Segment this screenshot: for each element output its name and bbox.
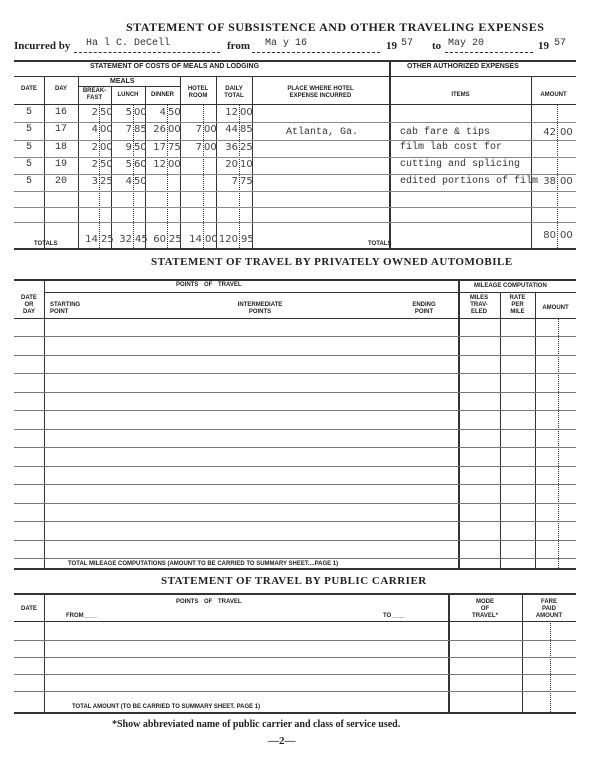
mode-of-travel-header: MODE OF TRAVEL* xyxy=(472,599,498,619)
total-daily-cents: 95 xyxy=(241,234,254,245)
carrier-from-header: FROM____ xyxy=(66,613,98,619)
meal-row-di: 4 xyxy=(159,107,166,118)
amount-header: AMOUNT xyxy=(540,92,567,98)
carrier-row-line xyxy=(14,691,576,692)
total-hotel: 14 xyxy=(189,234,202,245)
to-label: to xyxy=(432,40,442,52)
from-date-value: Ma y 16 xyxy=(265,38,308,49)
meal-row-di-c: 50 xyxy=(168,107,181,118)
auto-section-title: STATEMENT OF TRAVEL BY PRIVATELY OWNED AUTOMOBILE xyxy=(151,256,513,268)
meal-row-lu: 5 xyxy=(125,107,132,118)
auto-row-line xyxy=(14,447,576,448)
meal-row-item: cutting and splicing xyxy=(400,159,521,170)
meal-row-day: 20 xyxy=(54,176,67,187)
meal-row-lu-c: 85 xyxy=(134,124,147,135)
auto-row-line xyxy=(14,429,576,430)
meal-row-bf-c: 00 xyxy=(100,124,113,135)
year-value-1: 57 xyxy=(401,38,414,49)
total-breakfast-cents: 25 xyxy=(101,234,114,245)
carrier-section-title: STATEMENT OF TRAVEL BY PUBLIC CARRIER xyxy=(161,575,427,587)
starting-point-header: STARTING POINT xyxy=(50,302,81,315)
auto-row-line xyxy=(14,336,576,337)
carrier-date-header: DATE xyxy=(21,606,37,612)
auto-row-line xyxy=(14,558,576,559)
right-totals-label: TOTALS xyxy=(368,241,392,247)
meal-row-bf-c: 50 xyxy=(100,107,113,118)
total-dinner: 60 xyxy=(153,234,166,245)
ending-point-header: ENDING POINT xyxy=(412,302,436,315)
auto-row-line xyxy=(14,373,576,374)
incurred-by-value: Ha l C. DeCell xyxy=(86,38,171,49)
miles-traveled-header: MILES TRAV- ELED xyxy=(469,295,489,315)
auto-row-line xyxy=(14,540,576,541)
meal-row-to-c: 10 xyxy=(240,159,253,170)
meal-row-lu-c: 50 xyxy=(134,142,147,153)
meal-row-to-c: 85 xyxy=(240,124,253,135)
carrier-points-of-travel: POINTS OF TRAVEL xyxy=(176,599,242,605)
meal-row-lu-c: 60 xyxy=(134,159,147,170)
meal-row-bf: 2 xyxy=(91,142,98,153)
auto-row-line xyxy=(14,466,576,467)
date-header: DATE xyxy=(21,86,37,92)
meal-row-di: 26 xyxy=(153,124,166,135)
auto-date-header: DATE OR DAY xyxy=(21,295,37,315)
meal-row-item: edited portions of film xyxy=(400,176,539,187)
meal-row-lu-c: 00 xyxy=(134,107,147,118)
carrier-row-line xyxy=(14,657,576,658)
meal-row-day: 17 xyxy=(54,124,67,135)
page-number: —2— xyxy=(268,735,296,747)
carrier-to-header: TO____ xyxy=(383,613,405,619)
meal-row-place: Atlanta, Ga. xyxy=(286,127,359,138)
meal-row-di-c: 00 xyxy=(168,159,181,170)
dinner-header: DINNER xyxy=(150,92,174,98)
meal-row-lu: 4 xyxy=(125,176,132,187)
meals-header: MEALS xyxy=(110,78,135,85)
total-lunch: 32 xyxy=(119,234,132,245)
page-title: STATEMENT OF SUBSISTENCE AND OTHER TRAVELING EXPENSES xyxy=(126,20,545,34)
auto-row-line xyxy=(14,392,576,393)
footnote: *Show abbreviated name of public carrier and class of service used. xyxy=(112,719,401,730)
meal-row-date: 5 xyxy=(25,142,32,153)
meal-row-bf-c: 50 xyxy=(100,159,113,170)
meals-section-title: STATEMENT OF COSTS OF MEALS AND LODGING xyxy=(90,63,260,70)
meal-row-to-c: 25 xyxy=(240,142,253,153)
meal-row-amt: 38 xyxy=(543,176,556,187)
incurred-by-label: Incurred by xyxy=(14,40,71,52)
meal-row-lu: 9 xyxy=(125,142,132,153)
meal-row-di-c: 75 xyxy=(168,142,181,153)
total-mileage-label: TOTAL MILEAGE COMPUTATIONS (AMOUNT TO BE CARRIED TO SUMMARY SHEET....PAGE 1) xyxy=(68,561,339,567)
hotel-room-header: HOTEL ROOM xyxy=(187,86,209,99)
meal-row-di: 17 xyxy=(153,142,166,153)
total-dinner-cents: 25 xyxy=(169,234,182,245)
lunch-header: LUNCH xyxy=(117,92,139,98)
auto-amount-header: AMOUNT xyxy=(542,305,569,311)
meal-row-amt: 42 xyxy=(543,127,556,138)
meal-row-lu: 5 xyxy=(125,159,132,170)
total-lunch-cents: 45 xyxy=(135,234,148,245)
meal-row-ho: 7 xyxy=(195,142,202,153)
meal-row-bf: 4 xyxy=(91,124,98,135)
auto-row-line xyxy=(14,484,576,485)
year-prefix-2: 19 xyxy=(538,40,549,52)
breakfast-header: BREAK- FAST xyxy=(82,88,107,101)
meal-row-di-c: 00 xyxy=(168,124,181,135)
total-amount-label: TOTAL AMOUNT (TO BE CARRIED TO SUMMARY SHEET. PAGE 1) xyxy=(72,704,261,710)
other-expenses-title: OTHER AUTHORIZED EXPENSES xyxy=(407,63,519,70)
place-header: PLACE WHERE HOTEL EXPENSE INCURRED xyxy=(287,86,354,99)
meal-row-day: 18 xyxy=(54,142,67,153)
meal-row-bf-c: 00 xyxy=(100,142,113,153)
mileage-computation-title: MILEAGE COMPUTATION xyxy=(474,283,547,289)
meal-row-to: 44 xyxy=(225,124,238,135)
from-label: from xyxy=(227,40,251,52)
meal-row-bf-c: 25 xyxy=(100,176,113,187)
auto-row-line xyxy=(14,355,576,356)
rate-per-mile-header: RATE PER MILE xyxy=(509,295,526,315)
total-breakfast: 14 xyxy=(85,234,98,245)
meal-row-item: film lab cost for xyxy=(400,142,503,153)
total-hotel-cents: 00 xyxy=(205,234,218,245)
meal-row-ho-c: 00 xyxy=(204,142,217,153)
meal-row-to: 20 xyxy=(225,159,238,170)
daily-total-header: DAILY TOTAL xyxy=(224,86,244,99)
totals-label: TOTALS xyxy=(34,241,58,247)
meal-row-lu-c: 50 xyxy=(134,176,147,187)
auto-points-of-travel: POINTS OF TRAVEL xyxy=(176,282,242,288)
meal-row-date: 5 xyxy=(25,107,32,118)
year-value-2: 57 xyxy=(554,38,567,49)
total-daily: 120 xyxy=(218,234,238,245)
year-prefix-1: 19 xyxy=(386,40,397,52)
meal-row-bf: 2 xyxy=(91,159,98,170)
intermediate-points-header: INTERMEDIATE POINTS xyxy=(237,302,283,315)
auto-row-line xyxy=(14,503,576,504)
auto-row-line xyxy=(14,521,576,522)
items-header: ITEMS xyxy=(451,92,470,98)
meal-row-date: 5 xyxy=(25,159,32,170)
meal-row-day: 16 xyxy=(54,107,67,118)
carrier-row-line xyxy=(14,674,576,675)
meal-row-date: 5 xyxy=(25,124,32,135)
fare-paid-header: FARE PAID AMOUNT xyxy=(535,599,563,619)
total-other-amount: 80 xyxy=(543,230,556,241)
meal-row-bf: 3 xyxy=(91,176,98,187)
total-other-amount-cents: 00 xyxy=(560,230,573,241)
meal-row-to: 7 xyxy=(231,176,238,187)
meal-row-to: 12 xyxy=(225,107,238,118)
meal-row-date: 5 xyxy=(25,176,32,187)
meal-row-amt-c: 00 xyxy=(560,176,573,187)
meal-row-to: 36 xyxy=(225,142,238,153)
meal-row-day: 19 xyxy=(54,159,67,170)
meal-row-bf: 2 xyxy=(91,107,98,118)
meal-row-ho: 7 xyxy=(195,124,202,135)
meal-row-item: cab fare & tips xyxy=(400,127,491,138)
meal-row-di: 12 xyxy=(153,159,166,170)
carrier-row-line xyxy=(14,640,576,641)
meal-row-amt-c: 00 xyxy=(560,127,573,138)
meal-row-to-c: 00 xyxy=(240,107,253,118)
day-header: DAY xyxy=(54,86,68,92)
meal-row-lu: 7 xyxy=(125,124,132,135)
meal-row-to-c: 75 xyxy=(240,176,253,187)
to-date-value: May 20 xyxy=(448,38,485,49)
meal-row-ho-c: 00 xyxy=(204,124,217,135)
auto-row-line xyxy=(14,410,576,411)
